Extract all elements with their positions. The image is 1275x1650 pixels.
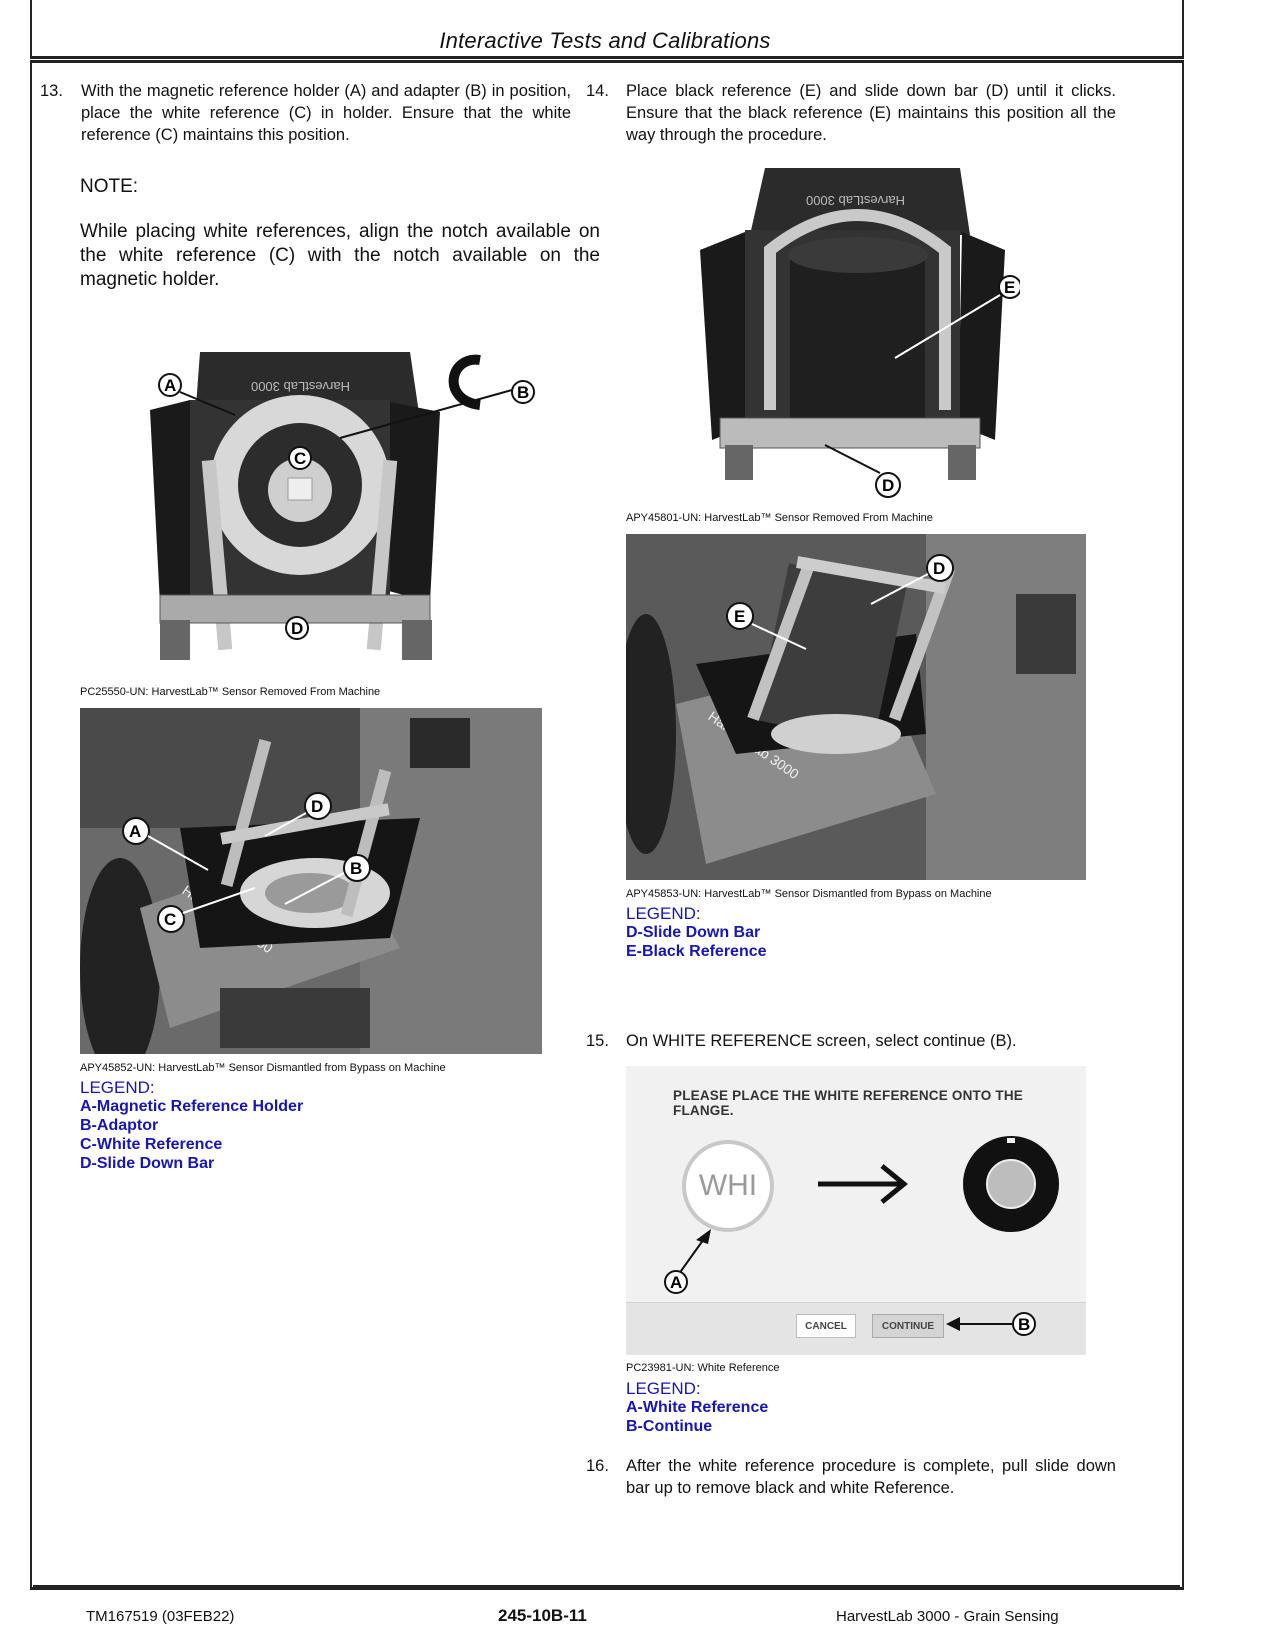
svg-text:D: D <box>311 797 324 816</box>
callout-a <box>656 1226 716 1296</box>
figure-caption: PC23981-UN: White Reference <box>626 1362 780 1374</box>
footer-page-number: 245-10B-11 <box>498 1606 587 1625</box>
step-number: 16. <box>586 1457 609 1475</box>
continue-button[interactable]: CONTINUE <box>872 1314 944 1338</box>
svg-text:E: E <box>1004 278 1016 297</box>
svg-text:A: A <box>164 376 177 395</box>
svg-text:A: A <box>129 822 142 841</box>
figure-caption: APY45852-UN: HarvestLab™ Sensor Dismantled from Bypass on Machine <box>80 1062 446 1074</box>
svg-text:B: B <box>350 859 363 878</box>
figure-sensor-on-machine-white <box>80 708 542 1054</box>
legend-item: A-White Reference <box>626 1399 769 1416</box>
legend-item: A-Magnetic Reference Holder <box>80 1098 304 1115</box>
figure-sensor-black-reference <box>690 160 1020 505</box>
figure-white-reference-screen <box>626 1066 1086 1354</box>
step-number: 14. <box>586 82 609 100</box>
white-reference-circle <box>682 1140 774 1232</box>
figure-sensor-on-machine-black <box>626 534 1086 880</box>
callout-b <box>946 1312 1036 1340</box>
legend-item: B-Continue <box>626 1418 713 1435</box>
figure-caption: APY45853-UN: HarvestLab™ Sensor Dismantled from Bypass on Machine <box>626 888 992 900</box>
legend-title: LEGEND: <box>80 1078 155 1097</box>
device-label: HarvestLab 3000 <box>250 379 350 394</box>
footer-section-title: HarvestLab 3000 - Grain Sensing <box>836 1608 1059 1625</box>
step-text: After the white reference procedure is complete, pull slide down bar up to remove black and white Reference. <box>626 1457 1116 1497</box>
legend-item: C-White Reference <box>80 1136 223 1153</box>
figure-caption: PC25550-UN: HarvestLab™ Sensor Removed From Machine <box>80 686 381 698</box>
step-text: Place black reference (E) and slide down bar (D) until it clicks. Ensure that the black reference (E) maintains this position all the way through the procedure. <box>626 82 1116 144</box>
legend-item: D-Slide Down Bar <box>80 1155 215 1172</box>
step-16 <box>586 1455 1116 1499</box>
footer-doc-id: TM167519 (03FEB22) <box>86 1608 235 1625</box>
svg-text:D: D <box>882 476 895 495</box>
cancel-button[interactable]: CANCEL <box>796 1314 856 1338</box>
screen-instruction: PLEASE PLACE THE WHITE REFERENCE ONTO THE FLANGE. <box>673 1088 1023 1118</box>
figure-caption: APY45801-UN: HarvestLab™ Sensor Removed From Machine <box>626 512 933 524</box>
device-label: HarvestLab 3000 <box>805 193 905 208</box>
white-reference-label: WHI <box>698 1169 758 1202</box>
svg-text:D: D <box>933 559 946 578</box>
callout-d <box>286 617 308 639</box>
step-number: 13. <box>40 82 63 100</box>
legend-figure-4 <box>626 904 767 961</box>
page-title: Interactive Tests and Calibrations <box>439 28 771 53</box>
flange-icon <box>963 1136 1059 1232</box>
svg-text:C: C <box>164 910 177 929</box>
legend-item: B-Adaptor <box>80 1117 159 1134</box>
arrow-right-icon <box>816 1164 908 1204</box>
step-13 <box>40 80 572 146</box>
svg-text:A: A <box>670 1273 683 1292</box>
step-15 <box>586 1030 1116 1054</box>
legend-figure-2 <box>80 1078 303 1173</box>
figure-sensor-white-reference <box>140 340 550 680</box>
legend-title: LEGEND: <box>626 1379 701 1398</box>
footer-rule <box>33 1585 1180 1587</box>
note-label: NOTE: <box>80 176 139 197</box>
step-text: On WHITE REFERENCE screen, select continue (B). <box>626 1032 1017 1050</box>
svg-text:E: E <box>734 607 746 626</box>
legend-item: D-Slide Down Bar <box>626 924 761 941</box>
note-text: While placing white references, align the notch available on the white reference (C) with the notch available on the magnetic holder. <box>80 221 600 290</box>
step-text: With the magnetic reference holder (A) and adapter (B) in position, place the white reference (C) in holder. Ensure that the white reference (C) maintains this position. <box>81 82 571 144</box>
legend-title: LEGEND: <box>626 904 701 923</box>
svg-text:B: B <box>1018 1315 1031 1334</box>
svg-text:D: D <box>291 619 304 638</box>
svg-text:C: C <box>294 449 307 468</box>
step-14 <box>586 80 1116 146</box>
legend-figure-5 <box>626 1379 768 1436</box>
legend-item: E-Black Reference <box>626 943 767 960</box>
step-number: 15. <box>586 1032 609 1050</box>
callout-c <box>289 447 311 469</box>
svg-text:B: B <box>517 383 530 402</box>
